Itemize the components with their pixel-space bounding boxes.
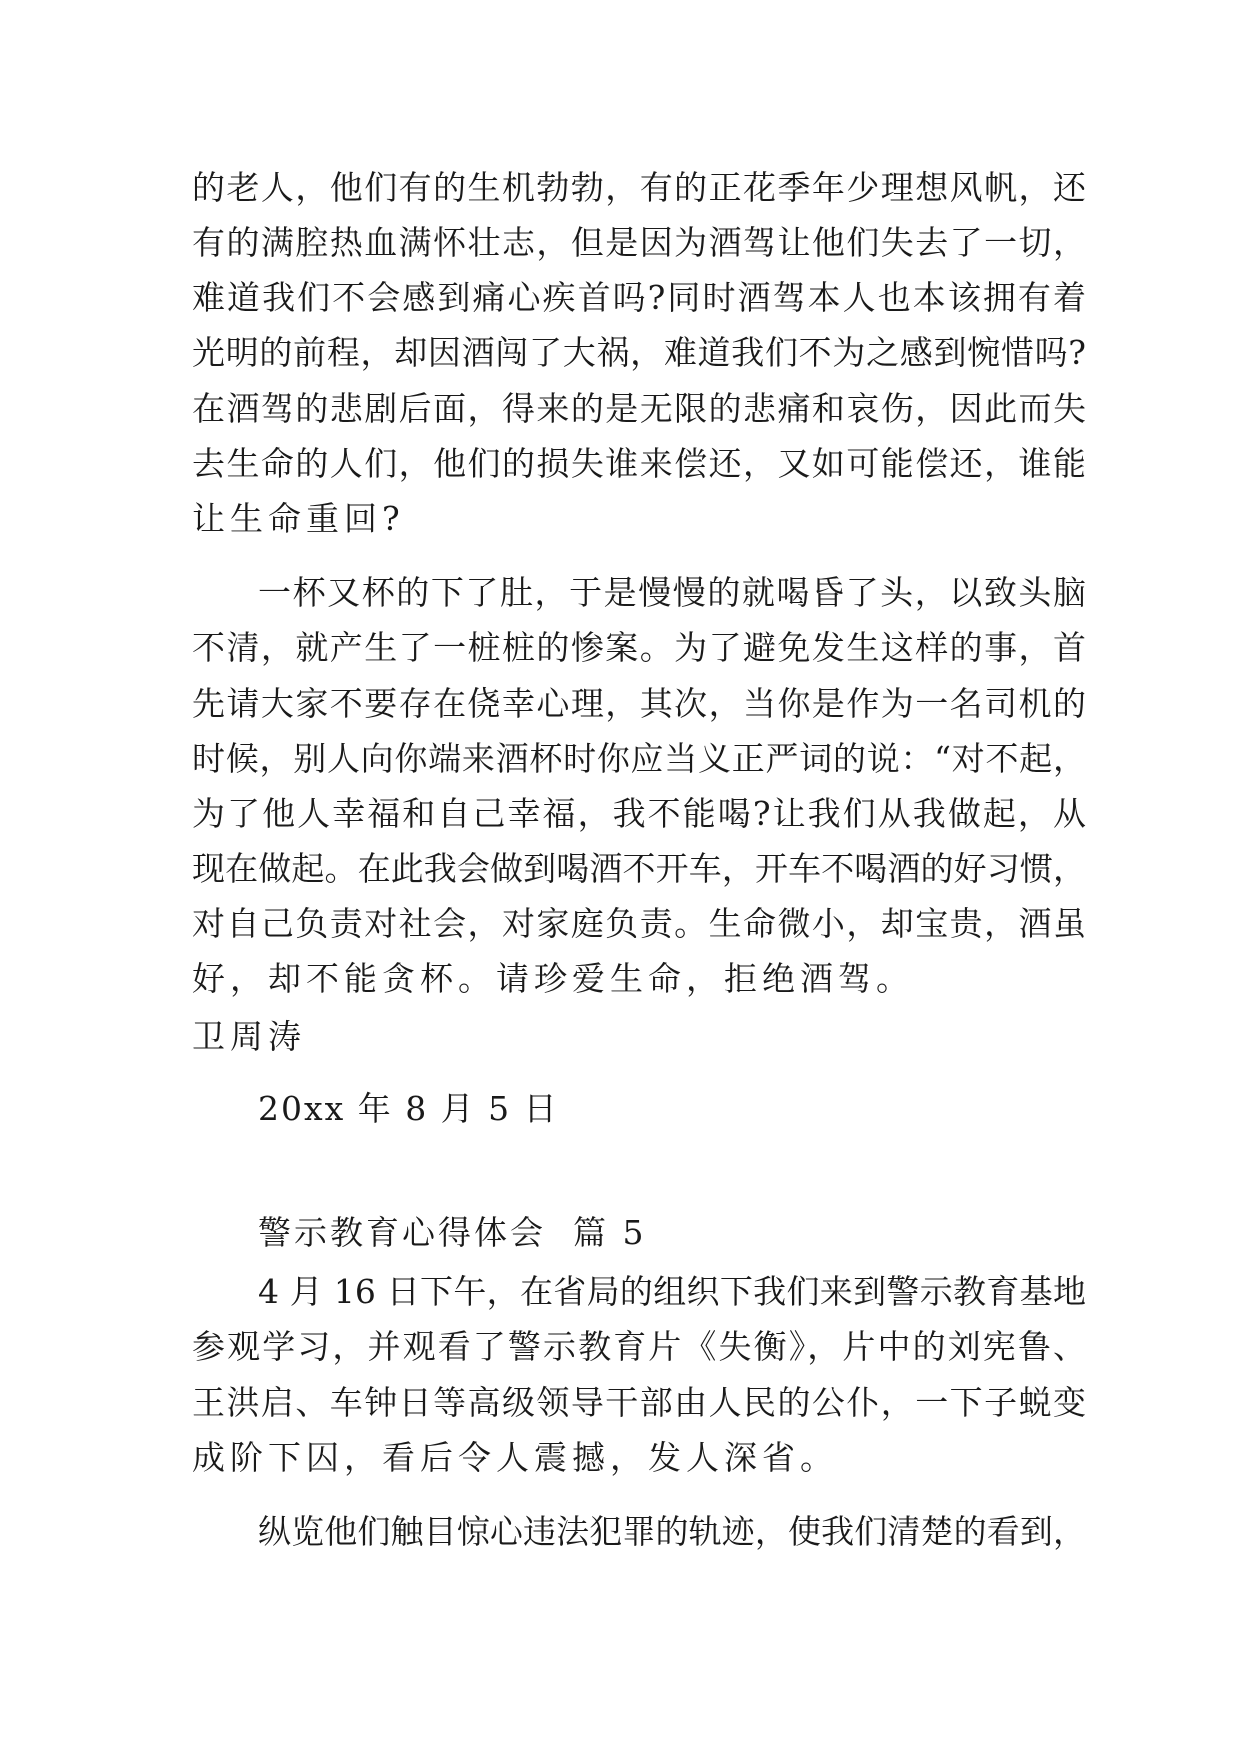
paragraph-line: 时候，别人向你端来酒杯时你应当义正严词的说：“对不起， (192, 739, 1086, 778)
paragraph-line: 先请大家不要存在侥幸心理，其次，当你是作为一名司机的 (192, 684, 1086, 723)
paragraph-line: 参观学习，并观看了警示教育片《失衡》，片中的刘宪鲁、 (192, 1327, 1086, 1366)
paragraph-line: 不清，就产生了一桩桩的惨案。为了避免发生这样的事，首 (192, 628, 1086, 667)
paragraph-line: 现在做起。在此我会做到喝酒不开车，开车不喝酒的好习惯， (192, 849, 1086, 888)
paragraph-line: 成阶下囚，看后令人震撼，发人深省。 (192, 1438, 838, 1477)
paragraph-line: 在酒驾的悲剧后面，得来的是无限的悲痛和哀伤，因此而失 (192, 389, 1086, 428)
paragraph-line: 对自己负责对社会，对家庭负责。生命微小，却宝贵，酒虽 (192, 904, 1086, 943)
paragraph-line: 一杯又杯的下了肚，于是慢慢的就喝昏了头，以致头脑 (258, 573, 1086, 612)
section-title: 警示教育心得体会 篇 5 (258, 1213, 647, 1252)
paragraph-line: 4 月 16 日下午，在省局的组织下我们来到警示教育基地 (258, 1272, 1086, 1311)
paragraph-line: 光明的前程，却因酒闯了大祸，难道我们不为之感到惋惜吗? (192, 333, 1086, 372)
paragraph-line: 为了他人幸福和自己幸福，我不能喝?让我们从我做起，从 (192, 794, 1086, 833)
author-name: 卫周涛 (192, 1017, 306, 1056)
paragraph-line: 去生命的人们，他们的损失谁来偿还，又如可能偿还，谁能 (192, 444, 1086, 483)
letter-date: 20xx 年 8 月 5 日 (258, 1089, 559, 1128)
paragraph-line: 让生命重回? (192, 499, 405, 538)
paragraph-line: 王洪启、车钟日等高级领导干部由人民的公仆，一下子蜕变 (192, 1383, 1086, 1422)
paragraph-line: 好，却不能贪杯。请珍爱生命，拒绝酒驾。 (192, 959, 914, 998)
paragraph-line: 纵览他们触目惊心违法犯罪的轨迹，使我们清楚的看到， (258, 1512, 1086, 1551)
paragraph-line: 的老人，他们有的生机勃勃，有的正花季年少理想风帆，还 (192, 168, 1086, 207)
paragraph-line: 有的满腔热血满怀壮志，但是因为酒驾让他们失去了一切， (192, 223, 1086, 262)
paragraph-line: 难道我们不会感到痛心疾首吗?同时酒驾本人也本该拥有着 (192, 278, 1086, 317)
